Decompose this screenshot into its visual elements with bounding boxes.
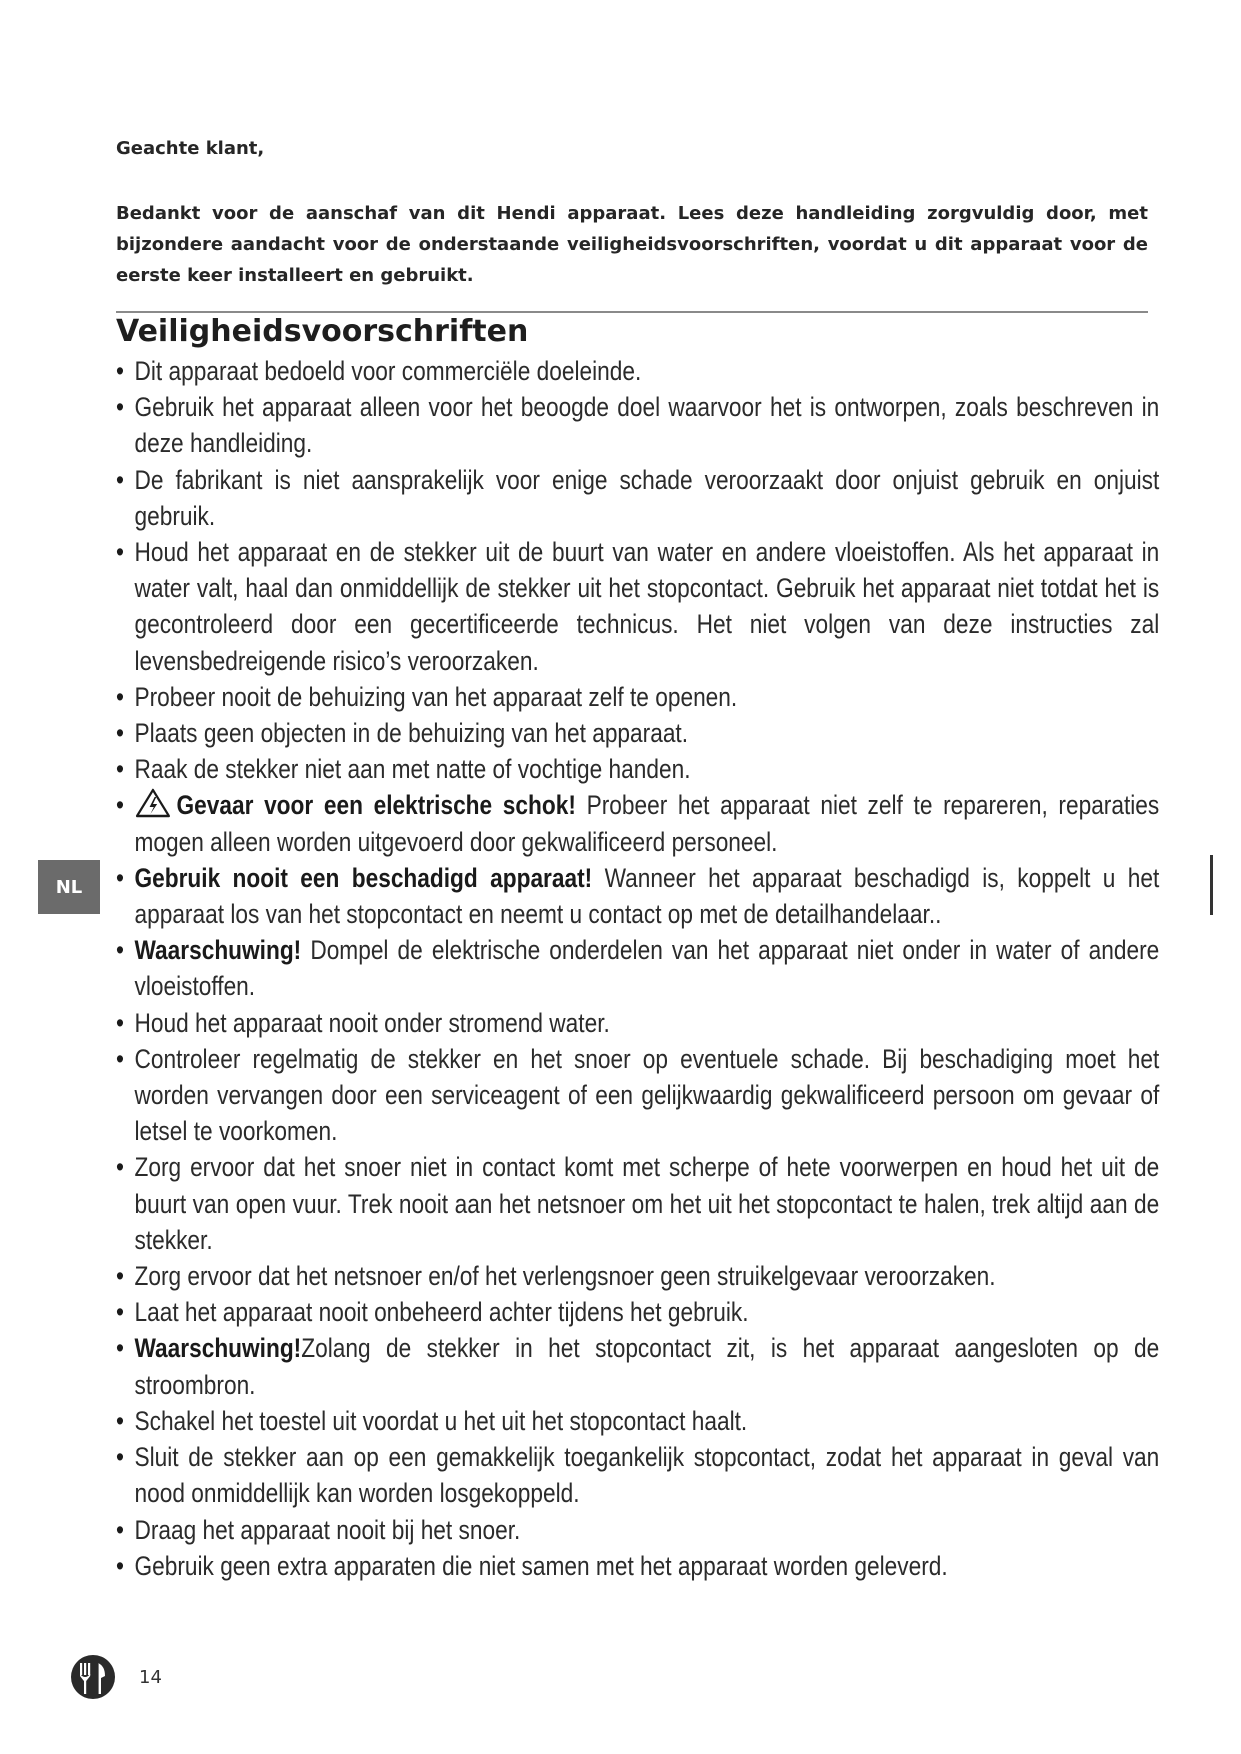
list-item (116, 1258, 1159, 1294)
bullet-icon: • (116, 790, 124, 821)
list-item (116, 1548, 1159, 1584)
bullet-icon: • (116, 1333, 124, 1364)
electric-shock-warning-icon (134, 787, 171, 819)
list-item (116, 1512, 1159, 1548)
list-item (116, 1294, 1159, 1330)
bullet-icon: • (116, 1261, 124, 1292)
bullet-icon: • (116, 862, 124, 893)
greeting: Geachte klant, (116, 138, 265, 159)
list-item (116, 679, 1159, 715)
bullet-icon: • (116, 1405, 124, 1436)
list-item-text: Houd het apparaat nooit onder stromend water. (134, 1007, 610, 1038)
list-item-text: Raak de stekker niet aan met natte of vochtige handen. (134, 754, 691, 785)
side-marker (1210, 855, 1213, 915)
list-item-text: Houd het apparaat en de stekker uit de buurt van water en andere vloeistoffen. Als het apparaat in water valt, haal dan onmiddellijk de stekker uit het stopcontact. Gebruik het apparaat niet totdat het is gecontroleerd door een gecertificeerde technicus. Het niet volgen van deze instructies zal levensbedreigende risico’s veroorzaken. (134, 537, 1160, 676)
list-item (116, 1149, 1159, 1258)
bullet-icon: • (116, 718, 124, 749)
safety-rules-list (116, 353, 1166, 1584)
list-item-text: Probeer nooit de behuizing van het apparaat zelf te openen. (134, 681, 738, 712)
list-item-text: Laat het apparaat nooit onbeheerd achter tijdens het gebruik. (134, 1297, 749, 1328)
list-item (116, 1041, 1159, 1150)
divider (116, 311, 1148, 313)
list-item-text: Draag het apparaat nooit bij het snoer. (134, 1514, 521, 1545)
list-item (116, 1403, 1159, 1439)
list-item-text: Gebruik het apparaat alleen voor het beoogde doel waarvoor het is ontworpen, zoals beschreven in deze handleiding. (134, 392, 1160, 459)
cutlery-logo-icon (70, 1654, 116, 1700)
bullet-icon: • (116, 1550, 124, 1581)
bullet-icon: • (116, 1442, 124, 1473)
page-number: 14 (139, 1667, 162, 1688)
list-item (116, 1330, 1159, 1402)
bullet-icon: • (116, 1514, 124, 1545)
list-item-lead: Gevaar voor een elektrische schok! (176, 790, 576, 821)
list-item-text: Dit apparaat bedoeld voor commerciële doeleinde. (134, 356, 642, 386)
bullet-icon: • (116, 356, 124, 386)
list-item-text: Controleer regelmatig de stekker en het snoer op eventuele schade. Bij beschadiging moet het worden vervangen door een serviceagent of een gelijkwaardig gekwalificeerd persoon om gevaar of letsel te voorkomen. (134, 1043, 1160, 1147)
list-item-text: Schakel het toestel uit voordat u het uit het stopcontact haalt. (134, 1405, 748, 1436)
list-item-text: Zorg ervoor dat het netsnoer en/of het verlengsnoer geen struikelgevaar veroorzaken. (134, 1261, 996, 1292)
list-item (116, 715, 1159, 751)
bullet-icon: • (116, 1043, 124, 1074)
list-item-text: Wanneer het apparaat beschadigd is, koppelt u het apparaat los van het stopcontact en neemt u contact op met de detailhandelaar.. (134, 862, 1160, 930)
intro-paragraph: Bedankt voor de aanschaf van dit Hendi apparaat. Lees deze handleiding zorgvuldig door, met bijzondere aandacht voor de onderstaande veiligheidsvoorschriften, voordat u dit apparaat voor de eerste keer installeert en gebruikt. (116, 203, 1148, 286)
list-item-text: Dompel de elektrische onderdelen van het apparaat niet onder in water of andere vloeistoffen. (134, 935, 1160, 1002)
list-item (116, 534, 1159, 679)
list-item (116, 1439, 1159, 1511)
list-item (116, 860, 1159, 932)
bullet-icon: • (116, 935, 124, 966)
language-tab-label: NL (55, 876, 83, 898)
list-item-lead: Waarschuwing! (134, 1333, 302, 1364)
list-item (116, 787, 1159, 859)
list-item-text: Zorg ervoor dat het snoer niet in contact komt met scherpe of hete voorwerpen en houd het uit de buurt van open vuur. Trek nooit aan het netsnoer om het uit het stopcontact te halen, trek altijd aan de stekker. (134, 1152, 1160, 1255)
list-item (116, 462, 1159, 534)
list-item-text: De fabrikant is niet aansprakelijk voor enige schade veroorzaakt door onjuist gebruik en onjuist gebruik. (134, 464, 1160, 531)
list-item (116, 932, 1159, 1004)
list-item-text: Probeer het apparaat niet zelf te repareren, reparaties mogen alleen worden uitgevoerd door gekwalificeerd personeel. (134, 790, 1160, 857)
bullet-icon: • (116, 681, 124, 712)
list-item-lead: Waarschuwing! (134, 935, 302, 966)
list-item-lead: Gebruik nooit een beschadigd apparaat! (134, 862, 593, 893)
list-item-text: Sluit de stekker aan op een gemakkelijk toegankelijk stopcontact, zodat het apparaat in geval van nood onmiddellijk kan worden losgekoppeld. (134, 1442, 1160, 1509)
bullet-icon: • (116, 1152, 124, 1183)
bullet-icon: • (116, 537, 124, 568)
language-tab (38, 860, 100, 914)
bullet-icon: • (116, 464, 124, 495)
list-item-text: Zolang de stekker in het stopcontact zit, is het apparaat aangesloten op de stroombron. (134, 1333, 1160, 1400)
list-item (116, 353, 1159, 389)
section-title: Veiligheidsvoorschriften (116, 314, 529, 349)
bullet-icon: • (116, 1007, 124, 1038)
list-item (116, 751, 1159, 787)
list-item (116, 1005, 1159, 1041)
bullet-icon: • (116, 392, 124, 423)
bullet-icon: • (116, 1297, 124, 1328)
list-item (116, 389, 1159, 461)
bullet-icon: • (116, 754, 124, 785)
list-item-text: Plaats geen objecten in de behuizing van het apparaat. (134, 718, 689, 749)
list-item-text: Gebruik geen extra apparaten die niet samen met het apparaat worden geleverd. (134, 1550, 948, 1581)
